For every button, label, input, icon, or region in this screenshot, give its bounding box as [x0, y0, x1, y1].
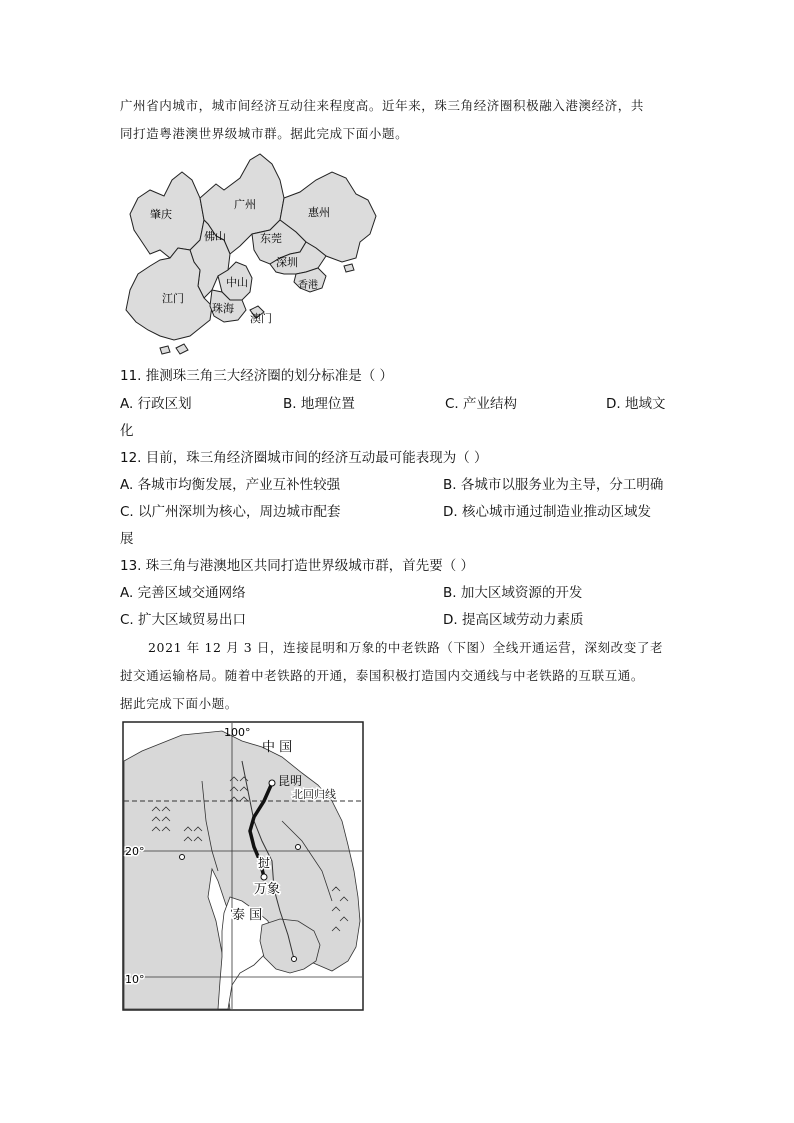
label-dongguan: 东莞	[260, 232, 282, 245]
label-jiangmen: 江门	[162, 292, 184, 305]
q12-option-a[interactable]: A. 各城市均衡发展，产业互补性较强	[120, 477, 341, 493]
intro-2-line-2: 挝交通运输格局。随着中老铁路的开通，泰国积极打造国内交通线与中老铁路的互联互通。	[120, 668, 645, 683]
q13-option-b[interactable]: B. 加大区域资源的开发	[443, 585, 583, 601]
label-huizhou: 惠州	[308, 206, 330, 219]
label-lat-20: 20°	[125, 845, 145, 858]
q11-option-c[interactable]: C. 产业结构	[445, 396, 518, 412]
label-lon-100: 100°	[224, 726, 251, 739]
label-china: 中 国	[262, 740, 293, 755]
q12-option-b[interactable]: B. 各城市以服务业为主导，分工明确	[443, 477, 664, 493]
intro-paragraph-1	[120, 92, 690, 148]
label-zhongshan: 中山	[226, 276, 248, 289]
q13-option-a[interactable]: A. 完善区域交通网络	[120, 585, 246, 601]
kunming-marker	[269, 780, 275, 786]
label-thailand: 泰 国	[232, 908, 263, 923]
label-foshan: 佛山	[204, 230, 226, 243]
label-macao: 澳门	[250, 312, 272, 325]
label-vientiane: 万象	[254, 882, 281, 897]
q11-option-b[interactable]: B. 地理位置	[283, 396, 355, 412]
q11-option-d-continued: 化	[120, 423, 134, 439]
q12-option-c[interactable]: C. 以广州深圳为核心，周边城市配套	[120, 504, 341, 520]
pearl-river-delta-map-svg	[120, 150, 390, 360]
label-lat-10: 10°	[125, 973, 145, 986]
q13-option-c[interactable]: C. 扩大区域贸易出口	[120, 612, 247, 628]
island-3	[160, 346, 170, 354]
label-kunming: 昆明	[278, 774, 303, 788]
city-marker-4	[292, 957, 297, 962]
pearl-river-delta-map	[120, 150, 390, 360]
intro-2-line-1: 2021 年 12 月 3 日，连接昆明和万象的中老铁路（下图）全线开通运营，深刻改变了老	[148, 640, 664, 655]
intro-paragraph-2	[120, 634, 690, 718]
china-laos-railway-map-svg	[122, 721, 364, 1011]
label-zhaoqing: 肇庆	[150, 208, 172, 221]
intro-2-line-3: 据此完成下面小题。	[120, 696, 238, 711]
label-shenzhen: 深圳	[276, 256, 298, 269]
q12-stem: 12. 目前，珠三角经济圈城市间的经济互动最可能表现为（ ）	[120, 450, 488, 466]
q13-option-d[interactable]: D. 提高区域劳动力素质	[443, 612, 584, 628]
q11-option-d[interactable]: D. 地域文	[606, 396, 666, 412]
q12-option-d-continued: 展	[120, 531, 134, 547]
q11-stem: 11. 推测珠三角三大经济圈的划分标准是（ ）	[120, 368, 394, 384]
q12-option-d[interactable]: D. 核心城市通过制造业推动区域发	[443, 504, 651, 520]
label-hongkong: 香港	[298, 280, 318, 291]
label-guangzhou: 广州	[234, 198, 256, 211]
label-zhuhai: 珠海	[212, 302, 234, 315]
q11-option-a[interactable]: A. 行政区划	[120, 396, 192, 412]
label-laos: 挝	[258, 856, 271, 870]
label-tropic: 北回归线	[292, 788, 336, 801]
intro-1-line-2: 同打造粤港澳世界级城市群。据此完成下面小题。	[120, 126, 409, 141]
island-4	[344, 264, 354, 272]
china-laos-railway-map	[122, 721, 364, 1011]
city-marker-1	[180, 855, 185, 860]
vientiane-marker	[261, 874, 267, 880]
city-marker-3	[296, 845, 301, 850]
island-2	[176, 344, 188, 354]
q13-stem: 13. 珠三角与港澳地区共同打造世界级城市群，首先要（ ）	[120, 558, 475, 574]
intro-1-line-1: 广州省内城市，城市间经济互动往来程度高。近年来，珠三角经济圈积极融入港澳经济，共	[120, 98, 645, 113]
